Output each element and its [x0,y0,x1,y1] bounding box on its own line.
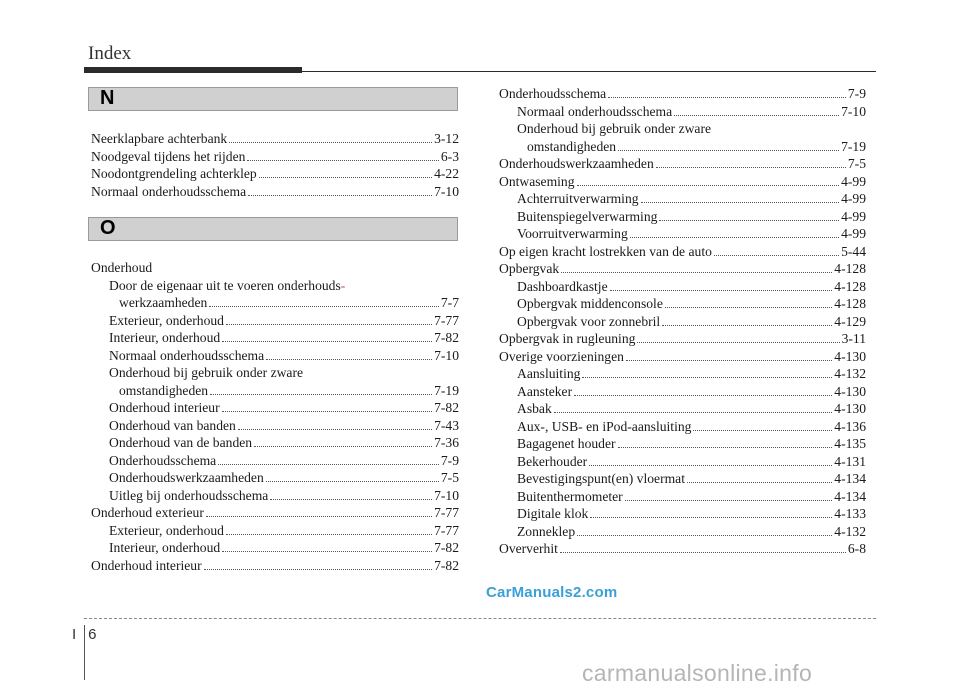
o-entries-right [499,85,866,558]
index-entry[interactable]: Opbergvak in rugleuning 3-11 [499,331,866,346]
index-entry[interactable]: Normaal onderhoudsschema 7-10 [517,103,866,119]
index-entry[interactable]: Oververhit 6-8 [499,541,866,556]
index-entry[interactable]: Exterieur, onderhoud 7-77 [109,522,459,538]
index-entry[interactable]: Bekerhouder 4-131 [517,453,866,469]
index-entry[interactable]: Ontwaseming 4-99 [499,173,866,189]
index-entry[interactable]: Onderhoud van banden 7-43 [109,417,459,433]
index-entry[interactable]: Opbergvak 4-128 [499,261,866,276]
index-entry[interactable]: omstandigheden 7-19 [119,382,459,398]
index-entry[interactable]: Interieur, onderhoud 7-82 [109,330,459,345]
footer-rule [84,618,876,619]
n-entries-list [91,130,459,200]
index-entry[interactable]: Bagagenet houder 4-135 [517,436,866,451]
index-entry[interactable]: Normaal onderhoudsschema 7-10 [91,183,459,199]
index-entry[interactable]: Neerklapbare achterbank 3-12 [91,131,459,146]
index-entry[interactable]: Noodontgrendeling achterklep 4-22 [91,166,459,181]
footer-page-number [72,626,97,643]
index-entry-line1: Onderhoud bij gebruik onder zware [517,121,712,136]
index-entry[interactable]: Aansteker 4-130 [517,383,866,399]
header-bar [84,67,302,73]
index-entry[interactable]: Zonneklep 4-132 [517,523,866,539]
index-heading: Onderhoud [91,260,153,275]
index-entry[interactable]: omstandigheden 7-19 [527,138,866,154]
index-entry[interactable]: Onderhoud van de banden 7-36 [109,435,459,450]
index-entry[interactable]: Digitale klok 4-133 [517,506,866,521]
o-entries-left [91,259,459,574]
section-header-o [88,217,458,241]
index-entry[interactable]: Achterruitverwarming 4-99 [517,191,866,206]
index-entry[interactable]: Buitenspiegelverwarming 4-99 [517,208,866,224]
index-entry[interactable]: Exterieur, onderhoud 7-77 [109,312,459,328]
index-entry[interactable]: Onderhoudsschema 7-9 [499,86,866,101]
index-entry[interactable]: Onderhoudswerkzaamheden 7-5 [109,470,459,485]
header-title: Index [88,43,132,64]
index-entry[interactable]: Aansluiting 4-132 [517,366,866,381]
index-entry[interactable]: Interieur, onderhoud 7-82 [109,540,459,555]
index-entry[interactable]: Onderhoudswerkzaamheden 7-5 [499,156,866,171]
index-entry[interactable]: Opbergvak voor zonnebril 4-129 [517,313,866,329]
index-entry[interactable]: Op eigen kracht lostrekken van de auto 5-44 [499,243,866,259]
index-entry-line1: Onderhoud bij gebruik onder zware [109,365,304,380]
section-header-n [88,87,458,111]
watermark-top[interactable]: CarManuals2.com [486,584,618,601]
index-entry[interactable]: Voorruitverwarming 4-99 [517,226,866,241]
footer-section: I [72,626,77,643]
section-letter-n: N [100,87,115,109]
index-entry[interactable]: Aux-, USB- en iPod-aansluiting 4-136 [517,418,866,434]
footer-page: 6 [88,626,97,643]
index-entry[interactable]: Uitleg bij onderhoudsschema 7-10 [109,487,459,503]
index-entry[interactable]: Asbak 4-130 [517,401,866,416]
index-entry[interactable]: Dashboardkastje 4-128 [517,278,866,294]
index-entry[interactable]: Overige voorzieningen 4-130 [499,348,866,364]
index-entry[interactable]: Onderhoud interieur 7-82 [109,400,459,415]
index-entry[interactable]: Noodgeval tijdens het rijden 6-3 [91,148,459,164]
index-entry[interactable]: werkzaamheden 7-7 [119,295,459,310]
header-rule [84,71,876,72]
index-entry[interactable]: Opbergvak middenconsole 4-128 [517,296,866,311]
index-entry[interactable]: Buitenthermometer 4-134 [517,488,866,504]
watermark-bottom[interactable]: carmanualsonline.info [582,660,813,686]
index-entry[interactable]: Onderhoudsschema 7-9 [109,452,459,468]
index-entry[interactable]: Bevestigingspunt(en) vloermat 4-134 [517,471,866,486]
index-entry[interactable]: Onderhoud exterieur 7-77 [91,505,459,520]
index-entry[interactable]: Normaal onderhoudsschema 7-10 [109,347,459,363]
index-entry[interactable]: Onderhoud interieur 7-82 [91,557,459,573]
index-entry-line1: Door de eigenaar uit te voeren onderhouds- [109,277,346,293]
section-letter-o: O [100,217,116,239]
